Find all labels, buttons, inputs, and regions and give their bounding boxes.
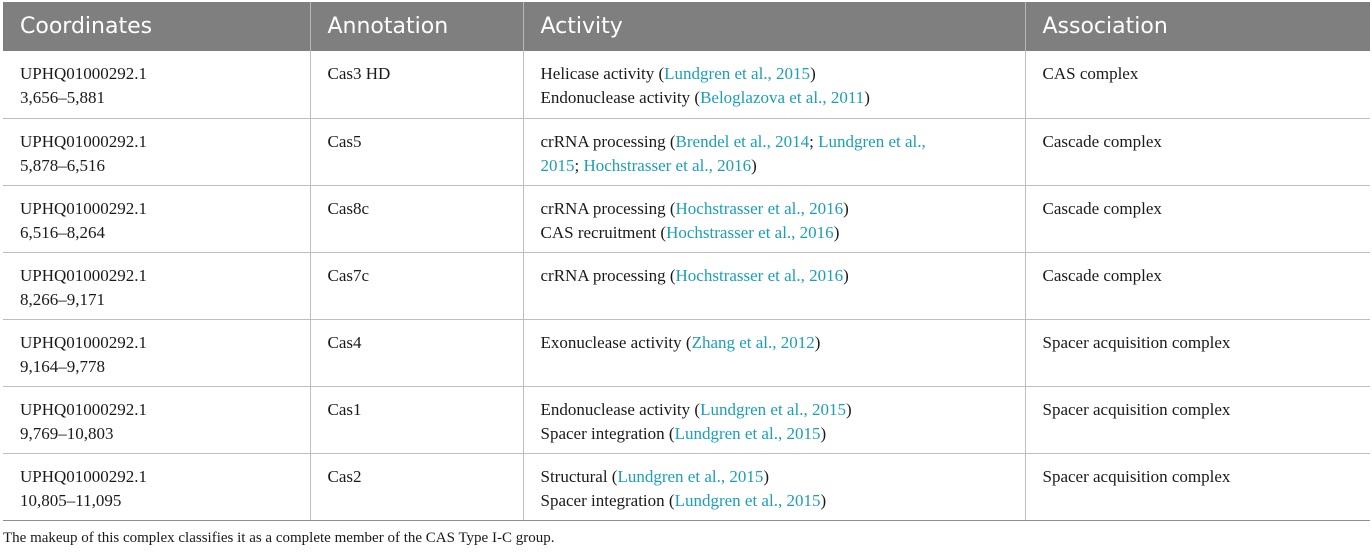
activity-line [541, 221, 1011, 245]
activity-text: crRNA processing ( [540, 198, 676, 218]
coordinates-cell [3, 319, 310, 386]
accession-id: UPHQ01000292.1 [20, 198, 148, 218]
activity-text: ) [820, 490, 827, 510]
header-coordinates: Coordinates [3, 2, 310, 51]
reference-link[interactable]: Lundgren et al., [818, 131, 926, 151]
table-row [3, 185, 1370, 252]
activity-cell [523, 453, 1025, 520]
reference-link[interactable]: Beloglazova et al., 2011 [700, 88, 865, 107]
activity-text: Endonuclease activity ( [540, 88, 701, 107]
activity-text: Structural ( [540, 466, 618, 486]
reference-link[interactable]: Lundgren et al., 2015 [617, 466, 764, 486]
reference-link[interactable]: Lundgren et al., 2015 [674, 423, 821, 443]
association-cell: Spacer acquisition complex [1025, 453, 1370, 520]
activity-cell [523, 386, 1025, 453]
reference-link[interactable]: 2015 [540, 155, 575, 175]
activity-line [541, 130, 1011, 154]
cas-gene-table [3, 2, 1370, 521]
coordinate-range: 9,769–10,803 [20, 423, 114, 443]
header-annotation: Annotation [310, 2, 523, 51]
reference-link[interactable]: Lundgren et al., 2015 [674, 490, 821, 510]
activity-text: ) [864, 88, 870, 107]
table-header [3, 2, 1370, 51]
accession-id: UPHQ01000292.1 [20, 399, 148, 419]
activity-text: Exonuclease activity ( [540, 332, 692, 352]
activity-line [541, 197, 1011, 221]
annotation-cell: Cas2 [310, 453, 523, 520]
coordinate-range: 5,878–6,516 [20, 155, 105, 175]
table-container [3, 2, 1370, 521]
header-association: Association [1042, 14, 1168, 39]
activity-text: Endonuclease activity ( [540, 399, 701, 419]
reference-link[interactable]: Hochstrasser et al., 2016 [666, 222, 834, 242]
coordinate-range: 6,516–8,264 [20, 222, 105, 242]
coordinates-cell [3, 453, 310, 520]
table-row [3, 319, 1370, 386]
association-cell: Cascade complex [1025, 185, 1370, 252]
activity-text: ; [809, 131, 819, 151]
activity-text: ) [763, 466, 770, 486]
activity-text: crRNA processing ( [540, 131, 676, 151]
activity-text: ) [845, 399, 852, 419]
activity-text: ) [820, 423, 827, 443]
activity-line [541, 264, 1011, 288]
table-row [3, 252, 1370, 319]
table-footnote: The makeup of this complex classifies it as a complete member of the CAS Type I-C group. [3, 530, 555, 546]
activity-text: Spacer integration ( [540, 490, 675, 510]
reference-link[interactable]: Zhang et al., 2012 [691, 332, 815, 352]
association-cell: Spacer acquisition complex [1025, 386, 1370, 453]
coordinates-cell [3, 185, 310, 252]
activity-cell [523, 51, 1025, 118]
activity-text: crRNA processing ( [540, 265, 676, 285]
accession-id: UPHQ01000292.1 [20, 332, 148, 352]
annotation-cell: Cas8c [310, 185, 523, 252]
annotation-cell: Cas5 [310, 118, 523, 185]
annotation-cell: Cas3 HD [310, 51, 523, 118]
activity-text: Helicase activity ( [540, 64, 665, 83]
coordinate-range: 3,656–5,881 [20, 88, 105, 107]
coordinates-cell [3, 252, 310, 319]
reference-link[interactable]: Lundgren et al., 2015 [700, 399, 846, 419]
table-body [3, 51, 1370, 520]
reference-link[interactable]: Hochstrasser et al., 2016 [675, 265, 844, 285]
activity-cell [523, 185, 1025, 252]
activity-text: ; [574, 155, 584, 175]
association-cell: Cascade complex [1025, 252, 1370, 319]
accession-id: UPHQ01000292.1 [20, 131, 148, 151]
coordinate-range: 8,266–9,171 [20, 289, 105, 309]
activity-line [541, 398, 1011, 422]
activity-line [541, 154, 1011, 178]
activity-text: ) [810, 64, 816, 83]
coordinate-range: 9,164–9,778 [20, 356, 105, 376]
coordinates-cell [3, 51, 310, 118]
activity-text: Spacer integration ( [540, 423, 675, 443]
activity-text: ) [843, 265, 849, 285]
accession-id: UPHQ01000292.1 [20, 265, 148, 285]
reference-link[interactable]: Brendel et al., 2014 [675, 131, 810, 151]
activity-text: ) [843, 198, 849, 218]
reference-link[interactable]: Hochstrasser et al., 2016 [675, 198, 844, 218]
table-row [3, 453, 1370, 520]
activity-line [541, 489, 1011, 513]
activity-text: CAS recruitment ( [540, 222, 667, 242]
activity-text: ) [814, 332, 821, 352]
reference-link[interactable]: Hochstrasser et al., 2016 [583, 155, 752, 175]
association-cell: Cascade complex [1025, 118, 1370, 185]
coordinate-range: 10,805–11,095 [20, 490, 122, 510]
activity-line [541, 62, 1011, 86]
activity-cell [523, 118, 1025, 185]
accession-id: UPHQ01000292.1 [20, 64, 148, 83]
header-activity: Activity [523, 2, 1025, 51]
annotation-cell: Cas1 [310, 386, 523, 453]
association-cell: Spacer acquisition complex [1025, 319, 1370, 386]
activity-line [541, 465, 1011, 489]
activity-text: ) [833, 222, 840, 242]
table-row [3, 118, 1370, 185]
activity-cell [523, 252, 1025, 319]
annotation-cell: Cas7c [310, 252, 523, 319]
header-row [3, 2, 1370, 51]
association-cell: CAS complex [1025, 51, 1370, 118]
reference-link[interactable]: Lundgren et al., 2015 [664, 64, 811, 83]
coordinates-cell [3, 118, 310, 185]
activity-line [541, 331, 1011, 355]
annotation-cell: Cas4 [310, 319, 523, 386]
coordinates-cell [3, 386, 310, 453]
activity-text: ) [751, 155, 757, 175]
table-row [3, 386, 1370, 453]
activity-line [541, 422, 1011, 446]
accession-id: UPHQ01000292.1 [20, 466, 148, 486]
activity-cell [523, 319, 1025, 386]
table-row [3, 51, 1370, 118]
activity-line [541, 86, 1011, 110]
